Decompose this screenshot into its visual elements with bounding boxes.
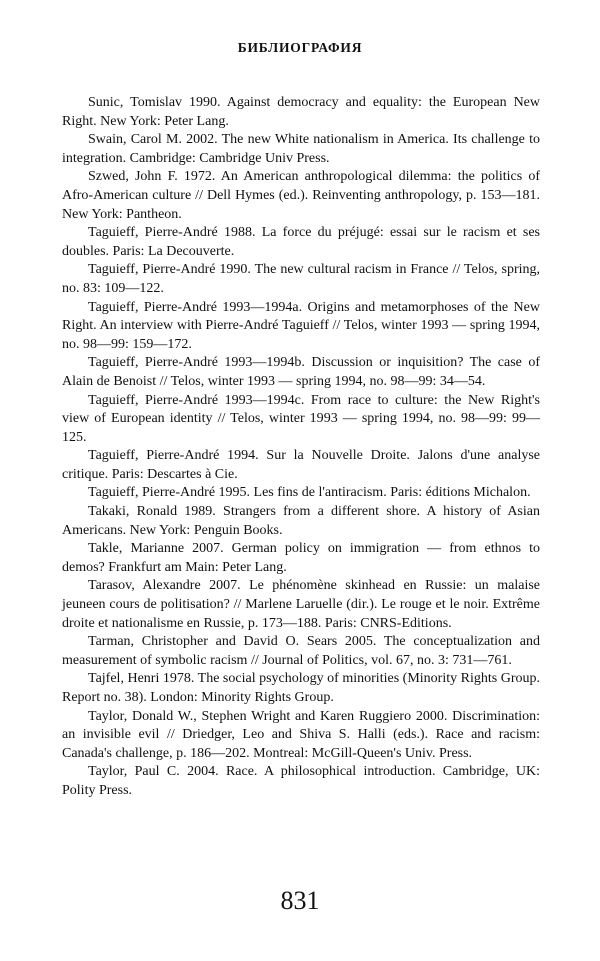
bibliography-entry: Taguieff, Pierre-André 1994. Sur la Nouvelle Droite. Jalons d'une analyse critique. Paris: Descartes à Cie. — [62, 448, 540, 482]
running-head: БИБЛИОГРАФИЯ — [237, 40, 363, 55]
bibliography-entry: Taguieff, Pierre-André 1993—1994c. From race to culture: the New Right's view of European identity // Telos, winter 1993 — spring 1994, no. 98—99: 99—125. — [62, 392, 540, 445]
bibliography-entry: Taguieff, Pierre-André 1988. La force du préjugé: essai sur le racism et ses doubles. Paris: La Decouverte. — [62, 225, 540, 259]
bibliography-entry: Takaki, Ronald 1989. Strangers from a different shore. A history of Asian Americans. New York: Penguin Books. — [62, 504, 540, 538]
bibliography-entry: Tarasov, Alexandre 2007. Le phénomène skinhead en Russie: un malaise jeuneen cours de politisation? // Marlene Laruelle (dir.). Le rouge et le noir. Extrême droite et nationalisme en Russie, p. 173—188. Paris: CNRS-Editions. — [62, 578, 540, 631]
bibliography-entry: Swain, Carol M. 2002. The new White nationalism in America. Its challenge to integration. Cambridge: Cambridge Univ Press. — [62, 132, 540, 166]
bibliography-entry: Taguieff, Pierre-André 1993—1994a. Origins and metamorphoses of the New Right. An interview with Pierre-André Taguieff // Telos, winter 1993 — spring 1994, no. 98—99: 159—172. — [62, 299, 540, 352]
bibliography-entry: Taguieff, Pierre-André 1993—1994b. Discussion or inquisition? The case of Alain de Benoist // Telos, winter 1993 — spring 1994, no. 98—99: 34—54. — [62, 355, 540, 389]
bibliography-entry: Szwed, John F. 1972. An American anthropological dilemma: the politics of Afro-American culture // Dell Hymes (ed.). Reinventing anthropology, p. 153—181. New York: Pantheon. — [62, 169, 540, 222]
bibliography-entry: Sunic, Tomislav 1990. Against democracy and equality: the European New Right. New York: Peter Lang. — [62, 95, 540, 129]
bibliography-entry: Taylor, Donald W., Stephen Wright and Karen Ruggiero 2000. Discrimination: an invisible evil // Driedger, Leo and Shiva S. Halli (eds.). Race and racism: Canada's challenge, p. 186—202. Montreal: McGill-Queen's Univ. Press. — [62, 708, 540, 761]
bibliography-entry: Tarman, Christopher and David O. Sears 2005. The conceptualization and measurement of symbolic racism // Journal of Politics, vol. 67, no. 3: 731—761. — [62, 634, 540, 668]
page-number: 831 — [280, 886, 320, 915]
bibliography-entry: Taguieff, Pierre-André 1995. Les fins de l'antiracism. Paris: éditions Michalon. — [88, 485, 531, 501]
bibliography-entry: Taguieff, Pierre-André 1990. The new cultural racism in France // Telos, spring, no. 83: 109—122. — [62, 262, 540, 296]
bibliography-entry: Takle, Marianne 2007. German policy on immigration — from ethnos to demos? Frankfurt am Main: Peter Lang. — [62, 541, 540, 575]
bibliography-list — [62, 94, 540, 801]
bibliography-entry: Tajfel, Henri 1978. The social psychology of minorities (Minority Rights Group. Report no. 38). London: Minority Rights Group. — [62, 671, 540, 705]
bibliography-entry: Taylor, Paul C. 2004. Race. A philosophical introduction. Cambridge, UK: Polity Press. — [62, 764, 540, 798]
